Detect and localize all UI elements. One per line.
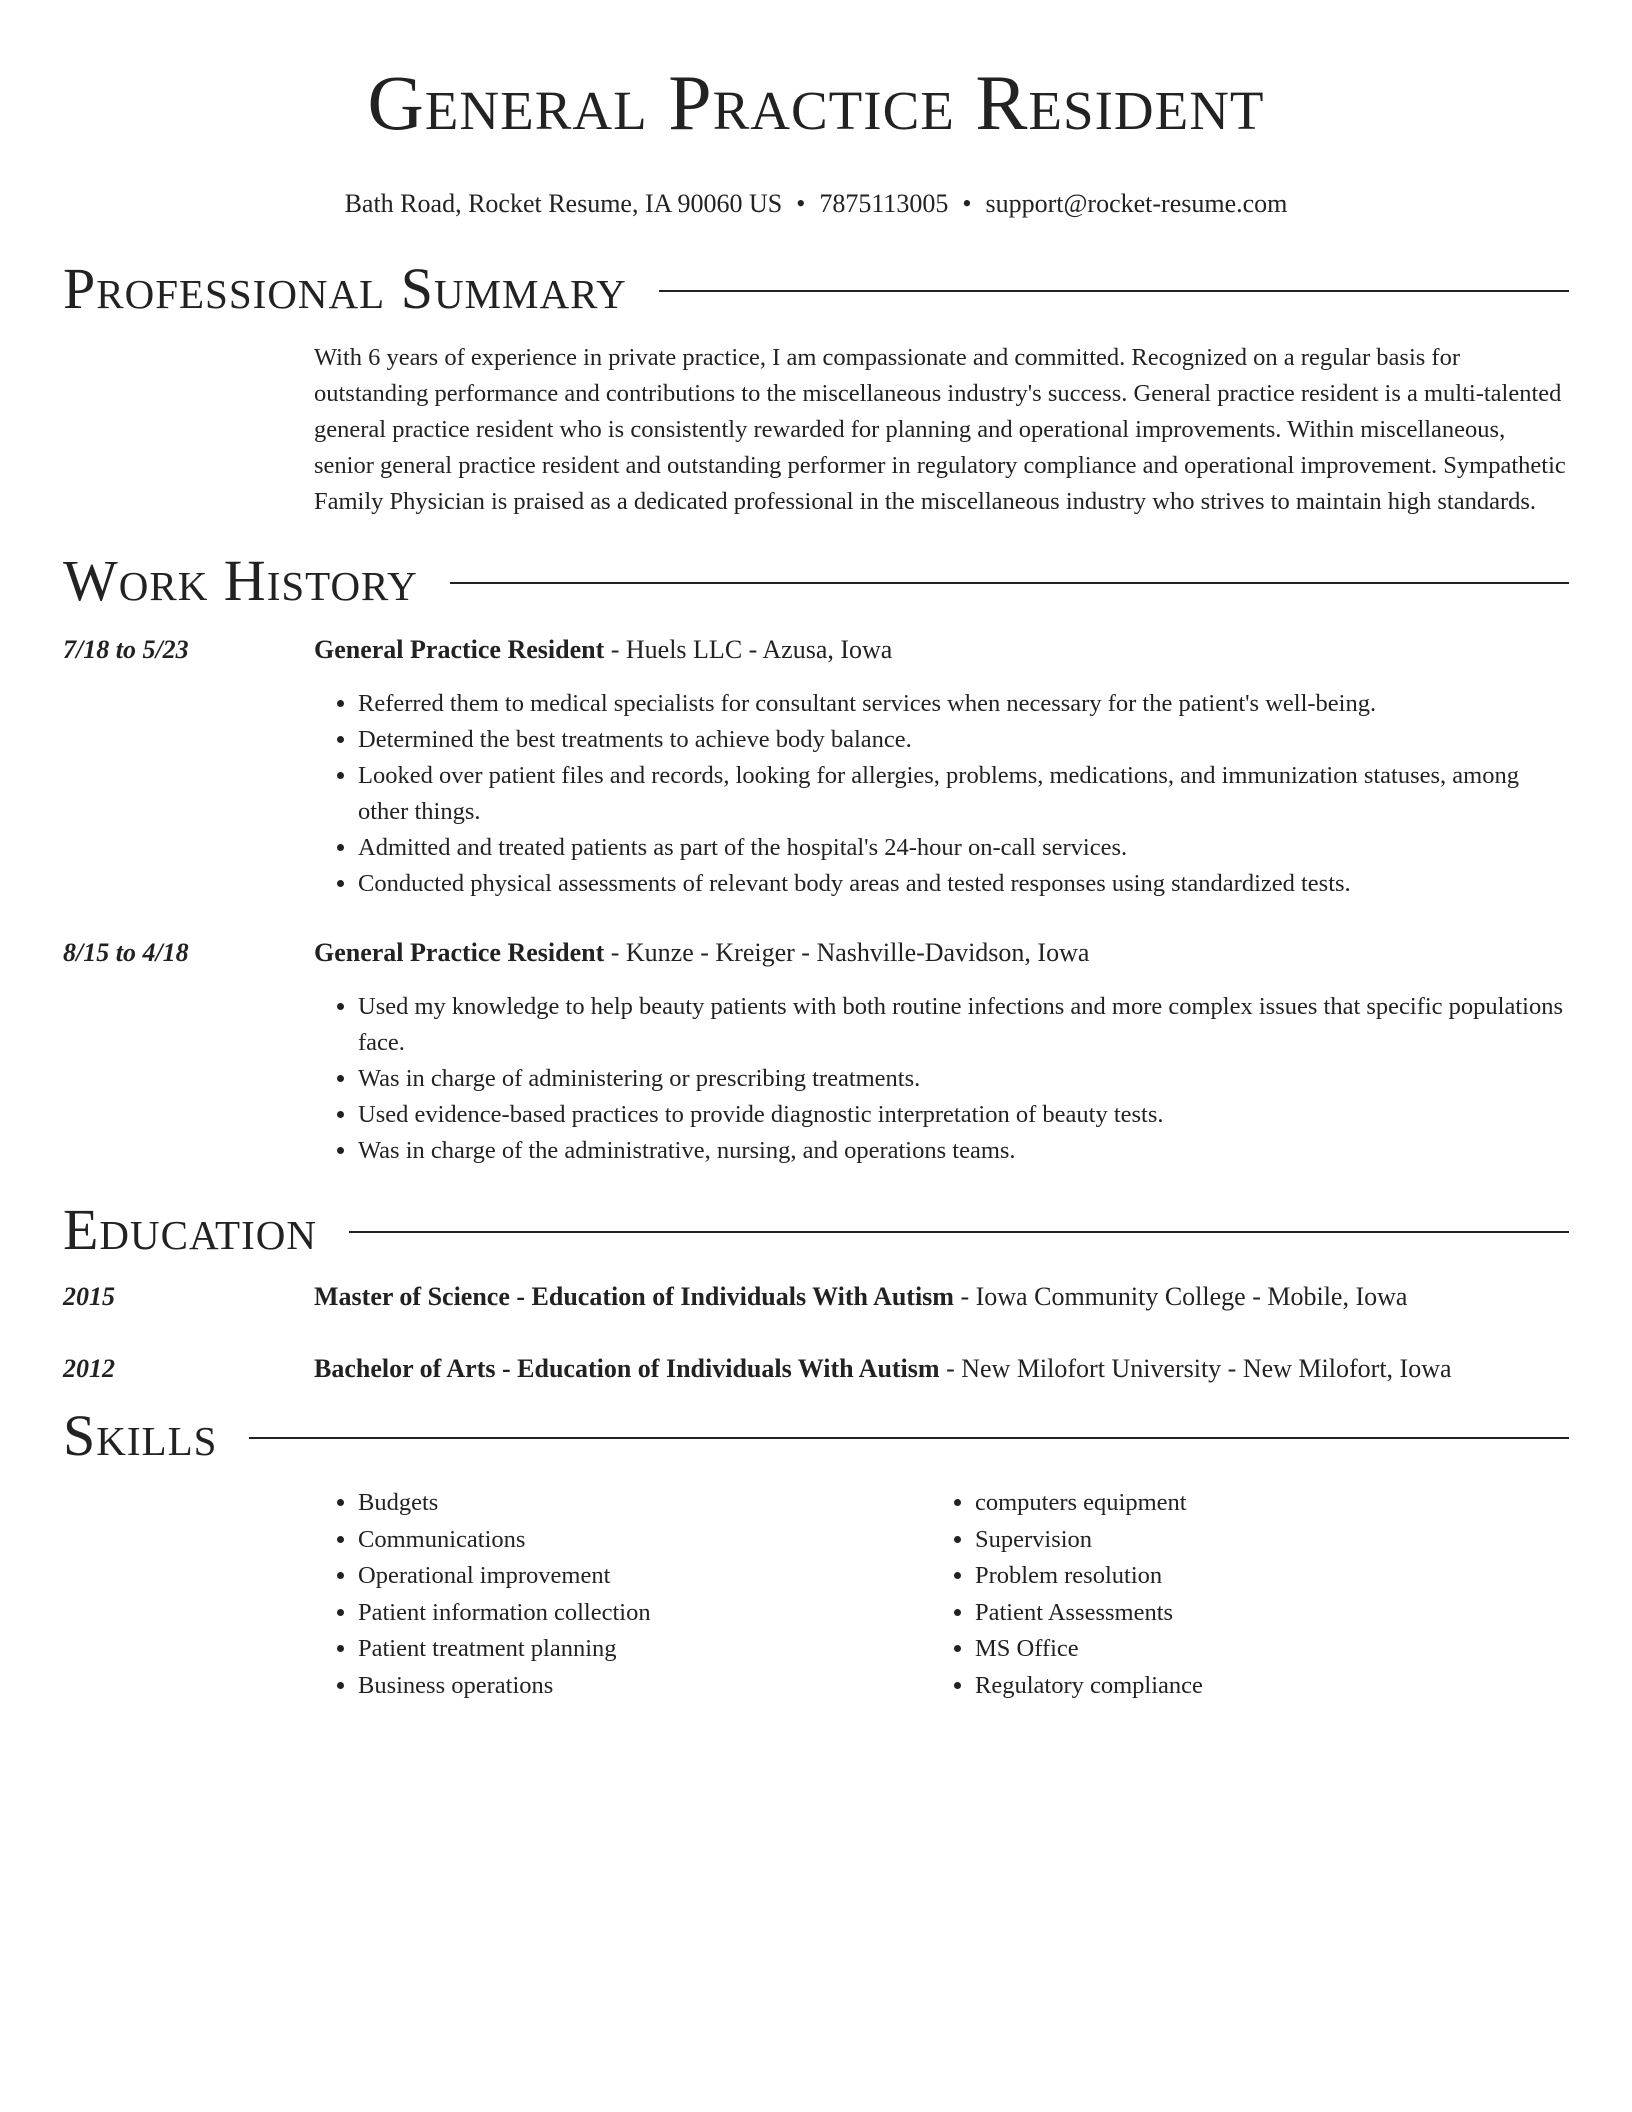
job-heading xyxy=(314,632,1569,668)
job-dates: 8/15 to 4/18 xyxy=(63,938,189,967)
job-dates: 7/18 to 5/23 xyxy=(63,635,189,664)
education-year: 2015 xyxy=(63,1282,115,1311)
skills-list-right xyxy=(931,1485,1548,1704)
skills-row xyxy=(63,1485,1569,1704)
skills-heading: Skills xyxy=(63,1403,218,1468)
education-school: - Iowa Community College - Mobile, Iowa xyxy=(953,1282,1408,1311)
job-entry xyxy=(63,632,1569,902)
contact-line xyxy=(63,188,1569,220)
job-bullet: • Conducted physical assessments of relevant body areas and tested responses using standardized tests. xyxy=(358,866,1569,902)
skill-item: • Operational improvement xyxy=(358,1558,931,1595)
skill-item: • Business operations xyxy=(358,1668,931,1705)
education-section-header xyxy=(63,1195,1569,1265)
job-bullet: • Used evidence-based practices to provide diagnostic interpretation of beauty tests. xyxy=(358,1097,1569,1133)
skill-item: • Budgets xyxy=(358,1485,931,1522)
skill-item: • Patient Assessments xyxy=(975,1595,1548,1632)
education-entry xyxy=(63,1279,1569,1315)
education-year: 2012 xyxy=(63,1354,115,1383)
job-bullets xyxy=(314,989,1569,1169)
contact-email: support@rocket-resume.com xyxy=(985,189,1288,218)
education-heading: Education xyxy=(63,1197,317,1262)
section-divider xyxy=(249,1437,1569,1439)
section-divider xyxy=(659,290,1569,292)
contact-separator: • xyxy=(796,189,806,218)
section-divider xyxy=(349,1231,1569,1233)
job-bullet: • Was in charge of administering or prescribing treatments. xyxy=(358,1061,1569,1097)
education-degree: Bachelor of Arts - Education of Individuals With Autism xyxy=(314,1354,940,1383)
summary-heading: Professional Summary xyxy=(63,256,627,321)
job-bullet: • Referred them to medical specialists for consultant services when necessary for the patient's well-being. xyxy=(358,686,1569,722)
job-bullets xyxy=(314,686,1569,902)
job-employer: - Kunze - Kreiger - Nashville-Davidson, Iowa xyxy=(604,938,1090,967)
job-bullet: • Was in charge of the administrative, nursing, and operations teams. xyxy=(358,1133,1569,1169)
contact-address: Bath Road, Rocket Resume, IA 90060 US xyxy=(344,189,783,218)
contact-phone: 7875113005 xyxy=(819,189,949,218)
job-employer: - Huels LLC - Azusa, Iowa xyxy=(604,635,893,664)
job-entry xyxy=(63,935,1569,1169)
skill-item: • Supervision xyxy=(975,1522,1548,1559)
job-title: General Practice Resident xyxy=(314,635,605,664)
resume-name: General Practice Resident xyxy=(367,59,1265,146)
job-bullet: • Admitted and treated patients as part of the hospital's 24-hour on-call services. xyxy=(358,830,1569,866)
work-heading: Work History xyxy=(63,548,418,613)
education-school: - New Milofort University - New Milofort, Iowa xyxy=(939,1354,1452,1383)
summary-text: With 6 years of experience in private practice, I am compassionate and committed. Recognized on a regular basis for outstanding performance and contributions to the miscellaneous industry's success. General practice resident is a multi-talented general practice resident who is consistently rewarded for planning and operational improvements. Within miscellaneous, senior general practice resident and outstanding performer in regulatory compliance and operational improvement. Sympathetic Family Physician is praised as a dedicated professional in the miscellaneous industry who strives to maintain high standards. xyxy=(314,344,1566,515)
job-bullet: • Determined the best treatments to achieve body balance. xyxy=(358,722,1569,758)
skill-item: • Patient information collection xyxy=(358,1595,931,1632)
education-entry xyxy=(63,1351,1569,1387)
summary-section-header xyxy=(63,254,1569,324)
skill-item: • Patient treatment planning xyxy=(358,1631,931,1668)
skill-item: • Problem resolution xyxy=(975,1558,1548,1595)
skills-columns xyxy=(314,1485,1548,1704)
job-bullet: • Used my knowledge to help beauty patients with both routine infections and more complex issues that specific populations face. xyxy=(358,989,1569,1061)
skill-item: • Communications xyxy=(358,1522,931,1559)
skills-list-left xyxy=(314,1485,931,1704)
skill-item: • Regulatory compliance xyxy=(975,1668,1548,1705)
job-bullet: • Looked over patient files and records, looking for allergies, problems, medications, and immunization statuses, among other things. xyxy=(358,758,1569,830)
education-degree: Master of Science - Education of Individuals With Autism xyxy=(314,1282,954,1311)
contact-separator: • xyxy=(962,189,972,218)
skill-item: • computers equipment xyxy=(975,1485,1548,1522)
summary-row xyxy=(63,340,1569,520)
job-title: General Practice Resident xyxy=(314,938,605,967)
work-section-header xyxy=(63,546,1569,616)
skills-section-header xyxy=(63,1401,1569,1471)
skill-item: • MS Office xyxy=(975,1631,1548,1668)
job-heading xyxy=(314,935,1569,971)
section-divider xyxy=(450,582,1569,584)
